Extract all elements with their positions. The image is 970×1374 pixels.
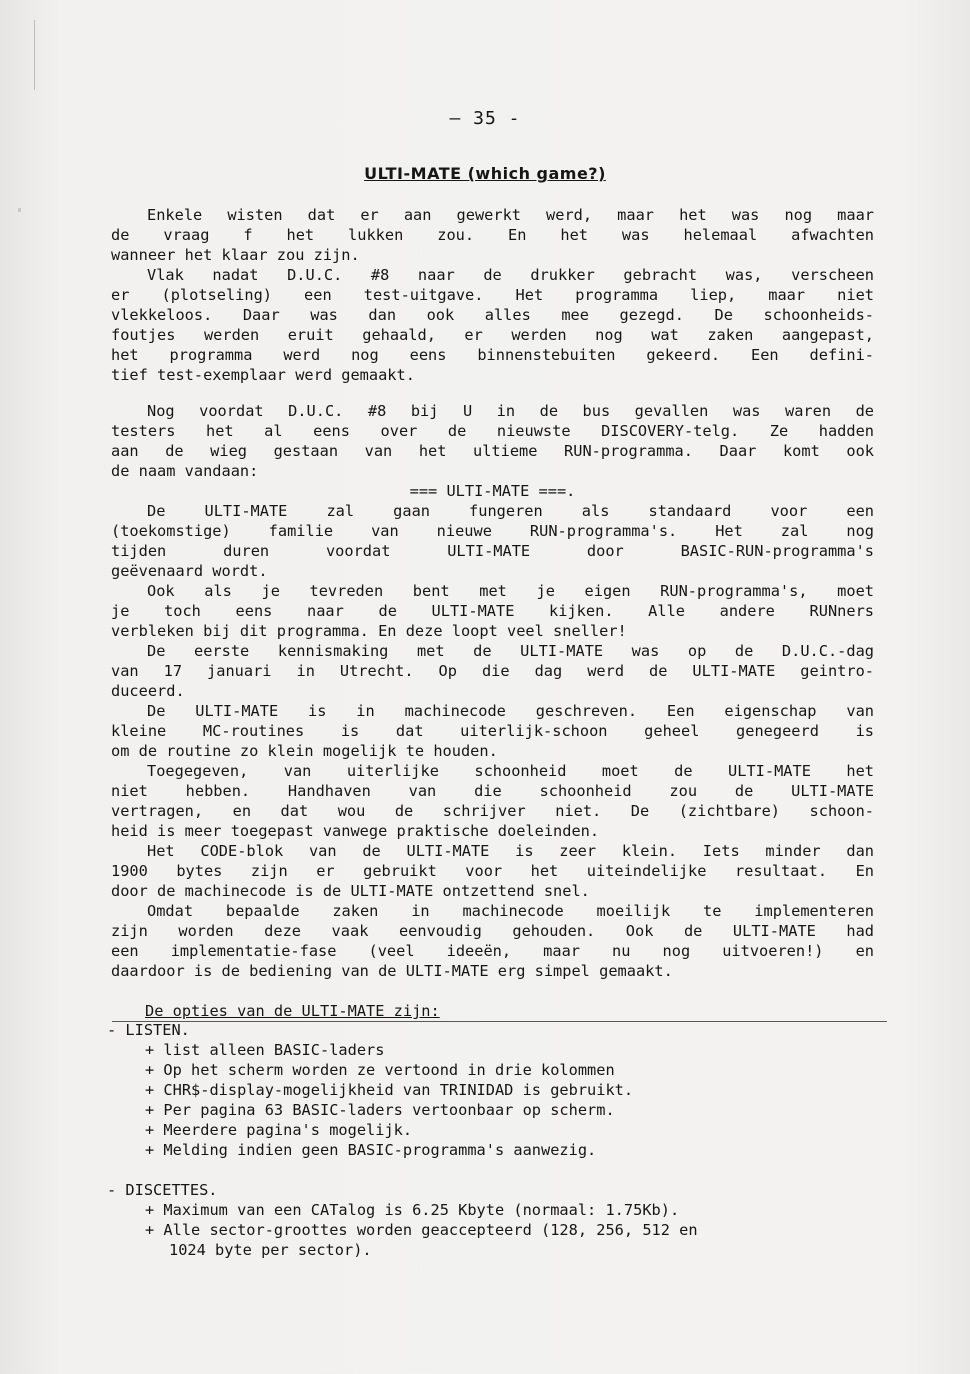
list-item: + list alleen BASIC-laders (145, 1041, 385, 1059)
list-item: + Melding indien geen BASIC-programma's aanwezig. (145, 1141, 597, 1159)
text-line: aan de wieg gestaan van het ultieme RUN-programma. Daar komt ook (111, 442, 874, 460)
binder-hole-mark (18, 208, 21, 212)
scan-edge-mark (34, 20, 35, 90)
text-line: daardoor is de bediening van de ULTI-MATE erg simpel gemaakt. (111, 962, 673, 980)
section-title-discettes: - DISCETTES. (107, 1181, 218, 1199)
options-heading: De opties van de ULTI-MATE zijn: (145, 1002, 440, 1020)
list-item: + CHR$-display-mogelijkheid van TRINIDAD is gebruikt. (145, 1081, 634, 1099)
article-body (111, 205, 874, 981)
text-line: tief test-exemplaar werd gemaakt. (111, 366, 415, 384)
text-line: vlekkeloos. Daar was dan ook alles mee gezegd. De schoonheids- (111, 306, 874, 324)
text-line: verbleken bij dit programma. En deze loopt veel sneller! (111, 622, 627, 640)
list-item: + Meerdere pagina's mogelijk. (145, 1121, 413, 1139)
text-line: een implementatie-fase (veel ideeën, maar nu nog uitvoeren!) en (111, 942, 874, 960)
section-title-listen: - LISTEN. (107, 1021, 190, 1039)
text-line: De eerste kennismaking met de ULTI-MATE was op de D.U.C.-dag (147, 642, 874, 660)
list-item: + Op het scherm worden ze vertoond in drie kolommen (145, 1061, 615, 1079)
text-line: kleine MC-routines is dat uiterlijk-schoon geheel genegeerd is (111, 722, 874, 740)
text-line: de naam vandaan: (111, 462, 259, 480)
text-line: De ULTI-MATE is in machinecode geschreven. Een eigenschap van (147, 702, 874, 720)
text-line: tijden duren voordat ULTI-MATE door BASIC-RUN-programma's (111, 542, 874, 560)
text-line: er (plotseling) een test-uitgave. Het programma liep, maar niet (111, 286, 874, 304)
text-line: niet hebben. Handhaven van die schoonheid zou de ULTI-MATE (111, 782, 874, 800)
text-line: om de routine zo klein mogelijk te houden. (111, 742, 498, 760)
text-line: Nog voordat D.U.C. #8 bij U in de bus gevallen was waren de (147, 402, 874, 420)
text-line: Toegegeven, van uiterlijke schoonheid moet de ULTI-MATE het (147, 762, 874, 780)
text-line: de vraag f het lukken zou. En het was helemaal afwachten (111, 226, 874, 244)
list-item: + Per pagina 63 BASIC-laders vertoonbaar op scherm. (145, 1101, 615, 1119)
centered-line: === ULTI-MATE ===. (409, 482, 576, 500)
options-list (107, 1020, 698, 1260)
list-item: + Maximum van een CATalog is 6.25 Kbyte (normaal: 1.75Kb). (145, 1201, 680, 1219)
text-line: vertragen, en dat wou de schrijver niet. De (zichtbare) schoon- (111, 802, 874, 820)
article-title: ULTI-MATE (which game?) (364, 164, 606, 183)
text-line: Vlak nadat D.U.C. #8 naar de drukker gebracht was, verscheen (147, 266, 874, 284)
text-line: van 17 januari in Utrecht. Op die dag werd de ULTI-MATE geintro- (111, 662, 874, 680)
text-line: De ULTI-MATE zal gaan fungeren als standaard voor een (147, 502, 874, 520)
text-line: het programma werd nog eens binnenstebuiten gekeerd. Een defini- (111, 346, 874, 364)
text-line: je toch eens naar de ULTI-MATE kijken. Alle andere RUNners (111, 602, 874, 620)
text-line: Enkele wisten dat er aan gewerkt werd, maar het was nog maar (147, 206, 874, 224)
list-item: + Alle sector-groottes worden geaccepteerd (128, 256, 512 en (145, 1221, 698, 1239)
text-line: Omdat bepaalde zaken in machinecode moeilijk te implementeren (147, 902, 874, 920)
text-line: heid is meer toegepast vanwege praktische doeleinden. (111, 822, 600, 840)
text-line: Ook als je tevreden bent met je eigen RUN-programma's, moet (147, 582, 874, 600)
page-number: — 35 - (449, 108, 521, 129)
text-line: testers het al eens over de nieuwste DISCOVERY-telg. Ze hadden (111, 422, 874, 440)
text-line: (toekomstige) familie van nieuwe RUN-programma's. Het zal nog (111, 522, 874, 540)
text-line: geëvenaard wordt. (111, 562, 268, 580)
text-line: zijn worden deze vaak eenvoudig gehouden. Ook de ULTI-MATE had (111, 922, 874, 940)
text-line: door de machinecode is de ULTI-MATE ontzettend snel. (111, 882, 590, 900)
text-line: foutjes werden eruit gehaald, er werden nog wat zaken aangepast, (111, 326, 874, 344)
text-line: wanneer het klaar zou zijn. (111, 246, 360, 264)
text-line: Het CODE-blok van de ULTI-MATE is zeer klein. Iets minder dan (147, 842, 874, 860)
text-line: 1900 bytes zijn er gebruikt voor het uiteindelijke resultaat. En (111, 862, 874, 880)
list-item-continuation: 1024 byte per sector). (169, 1241, 372, 1259)
text-line: duceerd. (111, 682, 185, 700)
